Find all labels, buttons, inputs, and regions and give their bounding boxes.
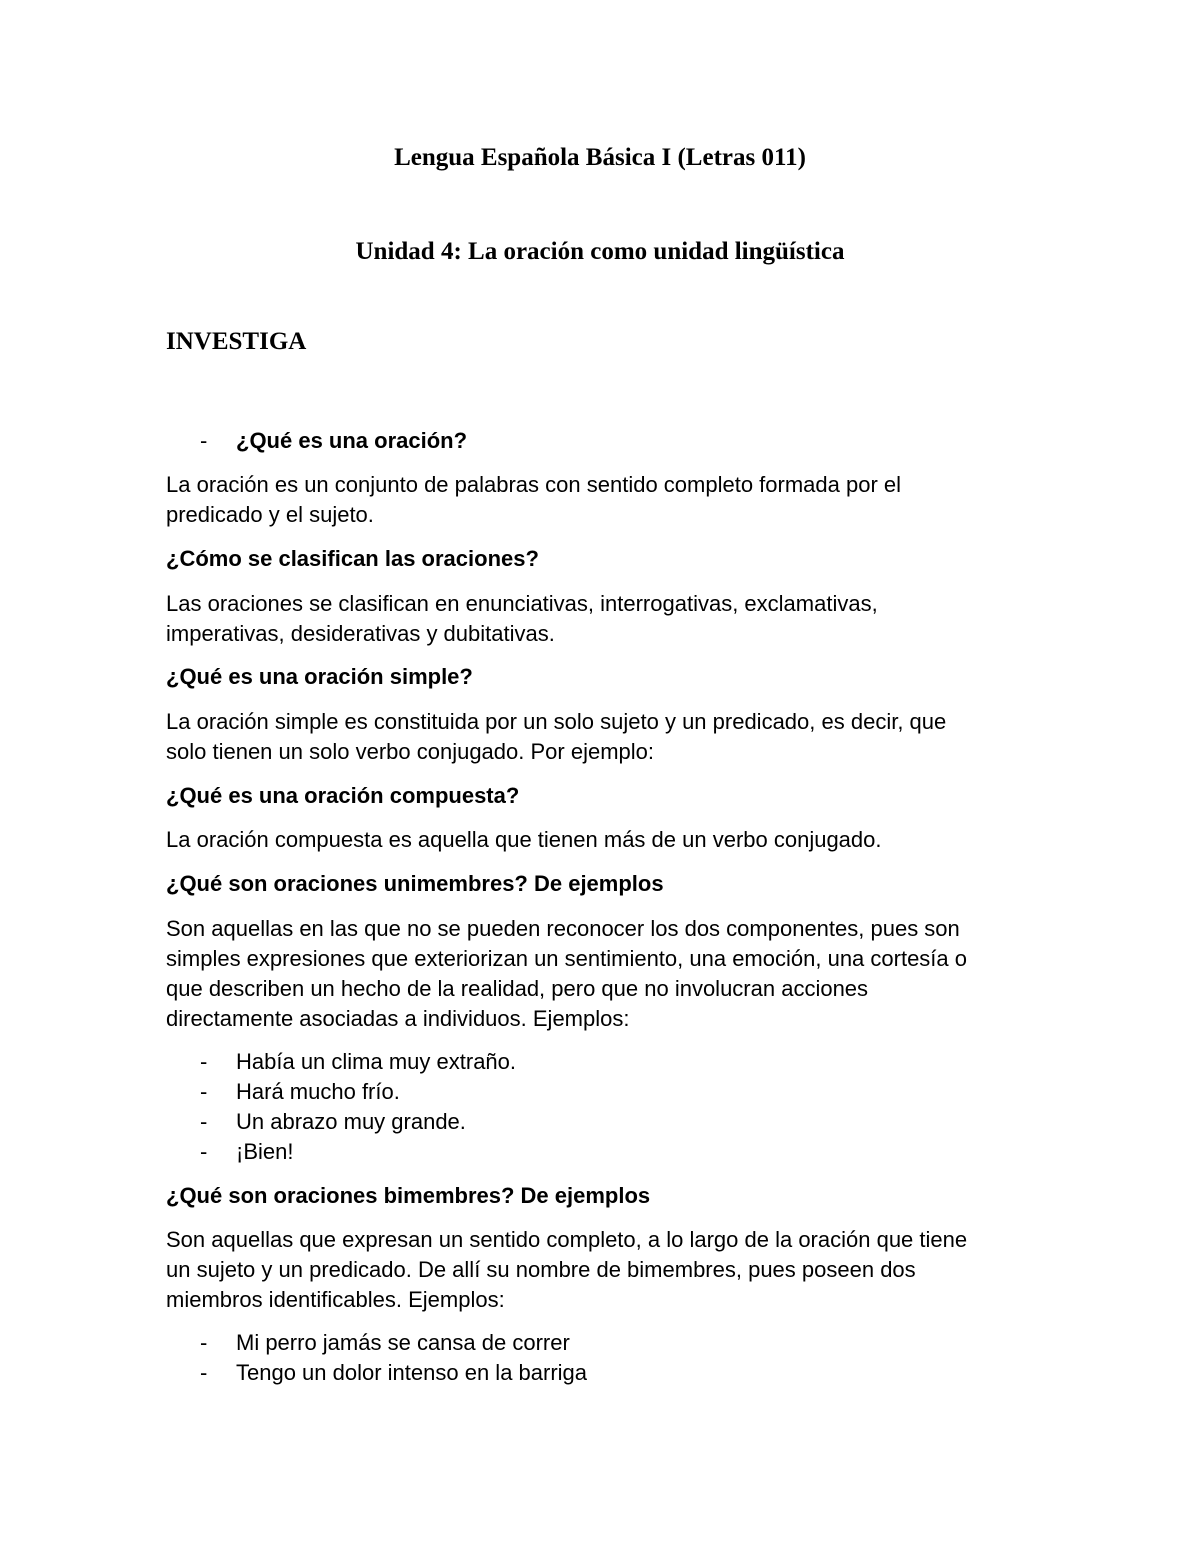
example-text: ¡Bien!: [236, 1139, 294, 1164]
question-classification: ¿Cómo se clasifican las oraciones?: [166, 546, 539, 571]
answer-line: Las oraciones se clasifican en enunciativas, interrogativas, exclamativas,: [166, 591, 878, 616]
answer-line: directamente asociadas a individuos. Ejemplos:: [166, 1006, 630, 1031]
answer-line: La oración simple es constituida por un solo sujeto y un predicado, es decir, que: [166, 709, 947, 734]
unit-title: Unidad 4: La oración como unidad lingüística: [355, 238, 845, 265]
question-simple-sentence: ¿Qué es una oración simple?: [166, 664, 473, 689]
answer-line: un sujeto y un predicado. De allí su nombre de bimembres, pues poseen dos: [166, 1257, 916, 1282]
answer-line: predicado y el sujeto.: [166, 502, 374, 527]
answer-line: imperativas, desiderativas y dubitativas.: [166, 621, 555, 646]
bullet-dash: -: [200, 1109, 208, 1134]
answer-line: solo tienen un solo verbo conjugado. Por ejemplo:: [166, 739, 654, 764]
question-what-is-sentence: ¿Qué es una oración?: [236, 428, 468, 453]
example-text: Un abrazo muy grande.: [236, 1109, 466, 1134]
bullet-dash: -: [200, 1139, 208, 1164]
example-text: Había un clima muy extraño.: [236, 1049, 517, 1074]
example-text: Mi perro jamás se cansa de correr: [236, 1330, 570, 1355]
question-compound-sentence: ¿Qué es una oración compuesta?: [166, 783, 520, 808]
course-title: Lengua Española Básica I (Letras 011): [394, 144, 806, 171]
example-text: Hará mucho frío.: [236, 1079, 400, 1104]
answer-line: Son aquellas que expresan un sentido completo, a lo largo de la oración que tiene: [166, 1227, 968, 1252]
example-text: Tengo un dolor intenso en la barriga: [236, 1360, 588, 1385]
answer-line: que describen un hecho de la realidad, pero que no involucran acciones: [166, 976, 869, 1001]
bullet-dash: -: [200, 428, 208, 453]
question-unimembres: ¿Qué son oraciones unimembres? De ejemplos: [166, 871, 664, 896]
section-heading: INVESTIGA: [166, 328, 307, 355]
question-bimembres: ¿Qué son oraciones bimembres? De ejemplos: [166, 1183, 651, 1208]
bullet-dash: -: [200, 1049, 208, 1074]
answer-line: miembros identificables. Ejemplos:: [166, 1287, 505, 1312]
answer-line: simples expresiones que exteriorizan un sentimiento, una emoción, una cortesía o: [166, 946, 968, 971]
bullet-dash: -: [200, 1079, 208, 1104]
answer-line: La oración es un conjunto de palabras con sentido completo formada por el: [166, 472, 902, 497]
answer-line: Son aquellas en las que no se pueden reconocer los dos componentes, pues son: [166, 916, 960, 941]
bullet-dash: -: [200, 1330, 208, 1355]
bullet-dash: -: [200, 1360, 208, 1385]
answer-line: La oración compuesta es aquella que tienen más de un verbo conjugado.: [166, 827, 882, 852]
